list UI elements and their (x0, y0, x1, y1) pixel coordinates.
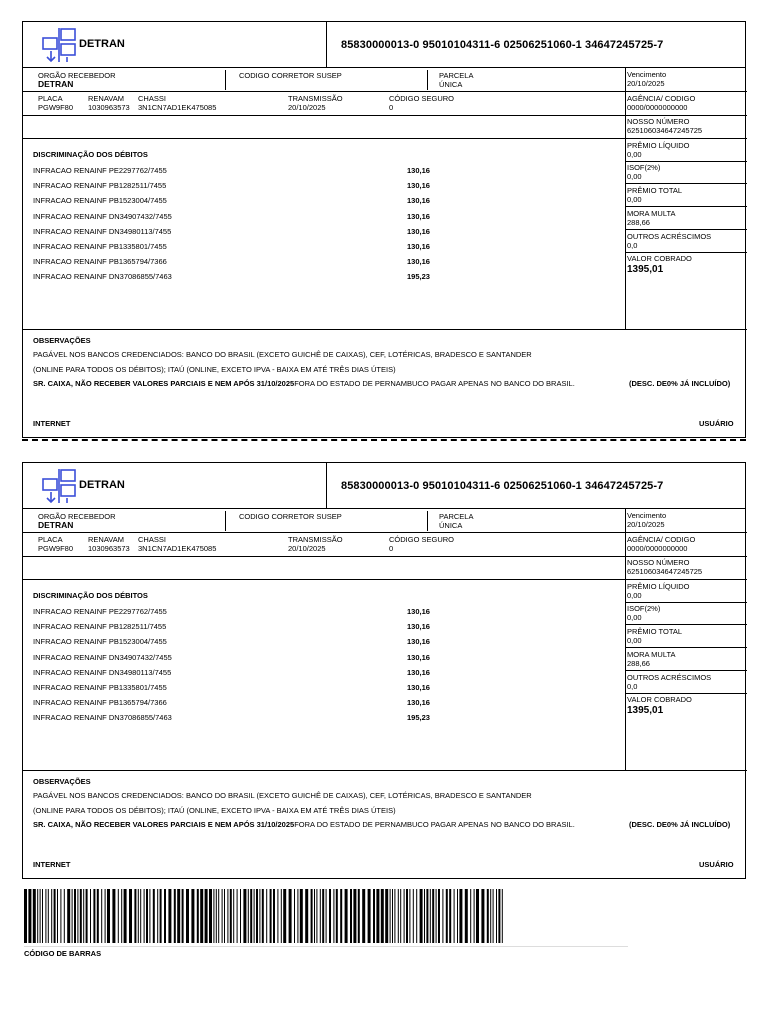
barcode-bar (237, 889, 238, 943)
debito-desc: INFRACAO RENAINF PB1335801/7455 (33, 242, 167, 251)
detran-logo-icon (41, 27, 77, 63)
barcode-bar (498, 889, 500, 943)
barcode-bar (86, 889, 88, 943)
parcela-value: ÚNICA (439, 80, 463, 89)
debito-desc: INFRACAO RENAINF DN34980113/7455 (33, 226, 172, 236)
barcode-bar (209, 889, 212, 943)
barcode-bar (254, 889, 255, 943)
placa-value: PGW9F80 (38, 544, 74, 553)
barcode-bar (376, 889, 379, 943)
debito-valor: 130,16 (407, 698, 430, 708)
detran-logo-icon (41, 468, 77, 504)
valor-cobrado-label: VALOR COBRADO (627, 254, 692, 263)
premio-liquido-value: 0,00 (627, 150, 642, 159)
agencia-label: AGÊNCIA/ CODIGO (627, 94, 696, 103)
premio-total-label: PRÊMIO TOTAL (627, 627, 683, 636)
barcode-bar (60, 889, 61, 943)
debito-valor: 130,16 (407, 652, 430, 662)
renavam-value: 1030963573 (88, 544, 130, 553)
agencia-label: AGÊNCIA/ CODIGO (627, 535, 696, 544)
debito-desc: INFRACAO RENAINF PB1523004/7455 (33, 637, 167, 647)
barcode-bar (144, 889, 145, 943)
outros-acrescimos-label: OUTROS ACRÉSCIMOS (627, 673, 712, 682)
barcode-bar (320, 889, 321, 943)
barcode-bar (426, 889, 428, 943)
debito-desc: INFRACAO RENAINF DN37086855/7463 (33, 713, 172, 723)
barcode-bar (250, 889, 252, 943)
transmissao-label: TRANSMISSÃO (288, 535, 343, 544)
barcode-bar (227, 889, 228, 943)
barcode-bar (140, 889, 141, 943)
premio-liquido-label: PRÊMIO LÍQUIDO (627, 141, 690, 150)
barcode-bar (164, 889, 166, 943)
barcode-bar (413, 889, 414, 943)
debito-desc: INFRACAO RENAINF DN34907432/7455 (33, 211, 172, 221)
barcode-bar (353, 889, 356, 943)
barcode-bar (465, 889, 468, 943)
barcode-bar (24, 889, 27, 943)
debito-valor: 130,16 (407, 181, 430, 191)
codigo-seguro-value: 0 (389, 103, 394, 112)
barcode-bar (333, 889, 334, 943)
observacoes-line2: (ONLINE PARA TODOS OS DÉBITOS); ITAÚ (ONLINE, EXCETO IPVA - BAIXA EM ATÉ TRÊS DIAS ÚTEIS) (33, 365, 396, 374)
barcode-bar (216, 889, 217, 943)
barcode-bar (273, 889, 275, 943)
barcode-bar (404, 889, 405, 943)
barcode-bar (129, 889, 132, 943)
debito-desc: INFRACAO RENAINF PB1282511/7455 (33, 622, 167, 632)
barcode-bar (281, 889, 282, 943)
barcode-bar (314, 889, 315, 943)
barcode-bar (416, 889, 417, 943)
debito-valor: 130,16 (407, 196, 430, 206)
barcode-bar (218, 889, 219, 943)
slip-header (23, 22, 745, 68)
debito-valor: 130,16 (407, 166, 430, 175)
barcode-bar (311, 889, 313, 943)
barcode-bar (300, 889, 303, 943)
nosso-numero-value: 625106034647245725 (627, 126, 703, 135)
outros-acrescimos-value: 0,0 (627, 682, 638, 691)
barcode-bar (134, 889, 136, 943)
placa-label: PLACA (38, 94, 63, 103)
barcode-bar (33, 889, 36, 943)
barcode-bar (248, 889, 249, 943)
barcode-bar (64, 889, 65, 943)
barcode-bar (101, 889, 102, 943)
premio-total-value: 0,00 (627, 195, 642, 204)
parcela-label: PARCELA (439, 71, 474, 80)
barcode-bar (80, 889, 82, 943)
renavam-value: 1030963573 (88, 103, 130, 112)
barcode-bar (233, 889, 234, 943)
placa-label: PLACA (38, 535, 63, 544)
mora-multa-value: 288,66 (627, 659, 650, 668)
barcode-bar (430, 889, 431, 943)
barcode-bar (432, 889, 434, 943)
barcode-bar (470, 889, 471, 943)
barcode-bar (350, 889, 352, 943)
observacoes-line3-bold: SR. CAIXA, NÃO RECEBER VALORES PARCIAIS E NEM APÓS 31/10/2025 (33, 379, 295, 388)
isof-label: ISOF(2%) (627, 163, 661, 172)
placa-value: PGW9F80 (38, 103, 74, 112)
isof-label: ISOF(2%) (627, 604, 661, 613)
orgao-label: ORGÃO RECEBEDOR (38, 512, 116, 521)
observacoes-line1: PAGÁVEL NOS BANCOS CREDENCIADOS: BANCO DO BRASIL (EXCETO GUICHÊ DE CAIXAS), CEF, LOTÉRICAS, BRADESCO E SANTANDER (33, 350, 532, 359)
barcode-bar (394, 889, 395, 943)
barcode-bar (457, 889, 458, 943)
barcode-bar (112, 889, 115, 943)
barcode-bar (146, 889, 148, 943)
barcode-bar (409, 889, 410, 943)
barcode-bar (481, 889, 484, 943)
barcode-bar (336, 889, 338, 943)
barcode-bar (168, 889, 171, 943)
vencimento-label: Vencimento (627, 70, 667, 79)
barcode-image (24, 889, 504, 943)
valor-cobrado-label: VALOR COBRADO (627, 695, 692, 704)
discriminacao-title: DISCRIMINAÇÃO DOS DÉBITOS (33, 591, 148, 600)
observacoes-line2: (ONLINE PARA TODOS OS DÉBITOS); ITAÚ (ONLINE, EXCETO IPVA - BAIXA EM ATÉ TRÊS DIAS ÚTEIS) (33, 806, 396, 815)
transmissao-value: 20/10/2025 (288, 103, 326, 112)
linha-digitavel[interactable]: 85830000013-0 95010104311-6 02506251060-1 34647245725-7 (341, 480, 664, 492)
debito-desc: INFRACAO RENAINF PB1523004/7455 (33, 196, 167, 206)
barcode-bar (174, 889, 176, 943)
barcode-bar (487, 889, 489, 943)
barcode-bar (368, 889, 371, 943)
internet-label: INTERNET (33, 419, 71, 428)
debito-desc: INFRACAO RENAINF DN34980113/7455 (33, 667, 172, 677)
vencimento-value: 20/10/2025 (627, 520, 665, 529)
observacoes-title: OBSERVAÇÕES (33, 777, 91, 786)
barcode-bar (493, 889, 494, 943)
barcode-bar (138, 889, 139, 943)
agencia-value: 0000/0000000000 (627, 544, 688, 553)
parcela-label: PARCELA (439, 512, 474, 521)
barcode-bar (177, 889, 180, 943)
outros-acrescimos-label: OUTROS ACRÉSCIMOS (627, 232, 712, 241)
barcode-bar (294, 889, 295, 943)
usuario-label: USUÁRIO (699, 419, 734, 428)
vencimento-label: Vencimento (627, 511, 667, 520)
valor-cobrado-value: 1395,01 (627, 705, 664, 716)
barcode-bar (297, 889, 298, 943)
chassi-value: 3N1CN7AD1EK475085 (138, 544, 217, 553)
barcode-bar (316, 889, 317, 943)
chassi-label: CHASSI (138, 535, 166, 544)
barcode-bar (224, 889, 225, 943)
corretor-label: CODIGO CORRETOR SUSEP (239, 512, 342, 521)
parcela-value: ÚNICA (439, 521, 463, 530)
barcode-bar (105, 889, 106, 943)
barcode-bar (283, 889, 286, 943)
observacoes-title: OBSERVAÇÕES (33, 336, 91, 345)
barcode-bar (305, 889, 308, 943)
debito-desc: INFRACAO RENAINF PB1365794/7366 (33, 257, 167, 267)
barcode-bar (213, 889, 214, 943)
usuario-label: USUÁRIO (699, 860, 734, 869)
codigo-seguro-label: CÓDIGO SEGURO (389, 535, 455, 544)
barcode-bar (438, 889, 440, 943)
barcode-label: CÓDIGO DE BARRAS (24, 949, 102, 958)
barcode-bar (459, 889, 462, 943)
barcode-bar (381, 889, 384, 943)
barcode-bar (182, 889, 184, 943)
barcode-underline (24, 946, 628, 947)
barcode-bar (496, 889, 497, 943)
barcode-bar (490, 889, 491, 943)
barcode-bar (358, 889, 360, 943)
debito-valor: 130,16 (407, 667, 430, 677)
debito-valor: 130,16 (407, 607, 430, 616)
barcode-bar (400, 889, 401, 943)
debito-desc: INFRACAO RENAINF PE2297762/7455 (33, 607, 167, 616)
barcode-bar (67, 889, 70, 943)
barcode-bar (205, 889, 208, 943)
barcode-bar (74, 889, 76, 943)
barcode-bar (259, 889, 260, 943)
debito-valor: 130,16 (407, 257, 430, 267)
barcode-bar (270, 889, 272, 943)
barcode-bar (243, 889, 246, 943)
debito-valor: 130,16 (407, 637, 430, 647)
mora-multa-value: 288,66 (627, 218, 650, 227)
isof-value: 0,00 (627, 613, 642, 622)
barcode-bar (240, 889, 241, 943)
premio-liquido-value: 0,00 (627, 591, 642, 600)
barcode-bar (390, 889, 391, 943)
barcode-bar (222, 889, 223, 943)
barcode-bar (124, 889, 127, 943)
barcode-bar (373, 889, 375, 943)
orgao-label: ORGÃO RECEBEDOR (38, 71, 116, 80)
barcode-bar (90, 889, 91, 943)
debito-valor: 130,16 (407, 211, 430, 221)
barcode-bar (160, 889, 162, 943)
renavam-label: RENAVAM (88, 94, 124, 103)
barcode-bar (93, 889, 95, 943)
barcode-bar (37, 889, 38, 943)
brand-name: DETRAN (79, 38, 125, 50)
orgao-value: DETRAN (38, 79, 74, 89)
barcode-bar (97, 889, 99, 943)
barcode-bar (406, 889, 408, 943)
barcode-bar (289, 889, 292, 943)
barcode-bar (28, 889, 31, 943)
barcode-bar (362, 889, 365, 943)
barcode-bar (107, 889, 110, 943)
chassi-label: CHASSI (138, 94, 166, 103)
observacoes-line3 (33, 379, 575, 388)
barcode-bar (191, 889, 194, 943)
premio-liquido-label: PRÊMIO LÍQUIDO (627, 582, 690, 591)
barcode-bar (474, 889, 475, 943)
debito-desc: INFRACAO RENAINF DN34907432/7455 (33, 652, 172, 662)
barcode-bar (326, 889, 327, 943)
codigo-seguro-value: 0 (389, 544, 394, 553)
transmissao-label: TRANSMISSÃO (288, 94, 343, 103)
barcode-bar (476, 889, 479, 943)
barcode-bar (54, 889, 56, 943)
debito-desc: INFRACAO RENAINF DN37086855/7463 (33, 272, 172, 282)
cut-line (22, 439, 746, 441)
nosso-numero-label: NOSSO NÚMERO (627, 558, 690, 567)
barcode-bar (256, 889, 258, 943)
barcode-bar (340, 889, 342, 943)
observacoes-line1: PAGÁVEL NOS BANCOS CREDENCIADOS: BANCO DO BRASIL (EXCETO GUICHÊ DE CAIXAS), CEF, LOTÉRICAS, BRADESCO E SANTANDER (33, 791, 532, 800)
brand-name: DETRAN (79, 479, 125, 491)
slip-header (23, 463, 745, 509)
mora-multa-label: MORA MULTA (627, 209, 676, 218)
debito-valor: 195,23 (407, 713, 430, 723)
debito-valor: 195,23 (407, 272, 430, 282)
debito-valor: 130,16 (407, 683, 430, 692)
debito-valor: 130,16 (407, 242, 430, 251)
codigo-seguro-label: CÓDIGO SEGURO (389, 94, 455, 103)
valor-cobrado-value: 1395,01 (627, 264, 664, 275)
barcode-bar (277, 889, 278, 943)
barcode-bar (385, 889, 388, 943)
debito-desc: INFRACAO RENAINF PE2297762/7455 (33, 166, 167, 175)
agencia-value: 0000/0000000000 (627, 103, 688, 112)
payment-slip (22, 21, 746, 438)
barcode-bar (48, 889, 49, 943)
barcode-bar (197, 889, 199, 943)
barcode-bar (398, 889, 399, 943)
barcode-bar (266, 889, 267, 943)
barcode-bar (446, 889, 448, 943)
barcode-bar (186, 889, 189, 943)
barcode-bar (72, 889, 73, 943)
debito-valor: 130,16 (407, 226, 430, 236)
payment-slip (22, 462, 746, 879)
barcode-bar (45, 889, 46, 943)
isof-value: 0,00 (627, 172, 642, 181)
barcode-bar (83, 889, 84, 943)
internet-label: INTERNET (33, 860, 71, 869)
vencimento-value: 20/10/2025 (627, 79, 665, 88)
barcode-bar (329, 889, 331, 943)
barcode-bar (51, 889, 52, 943)
debito-valor: 130,16 (407, 622, 430, 632)
barcode-bar (420, 889, 423, 943)
debito-desc: INFRACAO RENAINF PB1282511/7455 (33, 181, 167, 191)
barcode-bar (157, 889, 158, 943)
premio-total-label: PRÊMIO TOTAL (627, 186, 683, 195)
observacoes-line3-rest: FORA DO ESTADO DE PERNAMBUCO PAGAR APENAS NO BANCO DO BRASIL. (294, 379, 575, 388)
barcode-bar (345, 889, 348, 943)
barcode-bar (322, 889, 324, 943)
barcode-bar (392, 889, 393, 943)
linha-digitavel[interactable]: 85830000013-0 95010104311-6 02506251060-1 34647245725-7 (341, 39, 664, 51)
barcode-bar (454, 889, 455, 943)
desconto-note: (DESC. DE0% JÁ INCLUÍDO) (629, 820, 731, 829)
barcode-bar (502, 889, 503, 943)
barcode-bar (149, 889, 150, 943)
debito-desc: INFRACAO RENAINF PB1365794/7366 (33, 698, 167, 708)
barcode-bar (436, 889, 437, 943)
observacoes-line3-rest: FORA DO ESTADO DE PERNAMBUCO PAGAR APENAS NO BANCO DO BRASIL. (294, 820, 575, 829)
barcode-bar (153, 889, 155, 943)
observacoes-line3 (33, 820, 575, 829)
barcode-bar (262, 889, 264, 943)
renavam-label: RENAVAM (88, 535, 124, 544)
barcode-bar (424, 889, 425, 943)
mora-multa-label: MORA MULTA (627, 650, 676, 659)
corretor-label: CODIGO CORRETOR SUSEP (239, 71, 342, 80)
premio-total-value: 0,00 (627, 636, 642, 645)
outros-acrescimos-value: 0,0 (627, 241, 638, 250)
barcode-bar (40, 889, 41, 943)
barcode-bar (118, 889, 119, 943)
barcode-bar (77, 889, 78, 943)
barcode-bar (121, 889, 122, 943)
barcode-bar (449, 889, 451, 943)
orgao-value: DETRAN (38, 520, 74, 530)
transmissao-value: 20/10/2025 (288, 544, 326, 553)
barcode-bar (442, 889, 443, 943)
barcode-bar (57, 889, 58, 943)
chassi-value: 3N1CN7AD1EK475085 (138, 103, 217, 112)
desconto-note: (DESC. DE0% JÁ INCLUÍDO) (629, 379, 731, 388)
debito-desc: INFRACAO RENAINF PB1335801/7455 (33, 683, 167, 692)
barcode-bar (42, 889, 43, 943)
observacoes-line3-bold: SR. CAIXA, NÃO RECEBER VALORES PARCIAIS E NEM APÓS 31/10/2025 (33, 820, 295, 829)
nosso-numero-label: NOSSO NÚMERO (627, 117, 690, 126)
barcode-bar (230, 889, 232, 943)
nosso-numero-value: 625106034647245725 (627, 567, 703, 576)
discriminacao-title: DISCRIMINAÇÃO DOS DÉBITOS (33, 150, 148, 159)
barcode-bar (200, 889, 203, 943)
